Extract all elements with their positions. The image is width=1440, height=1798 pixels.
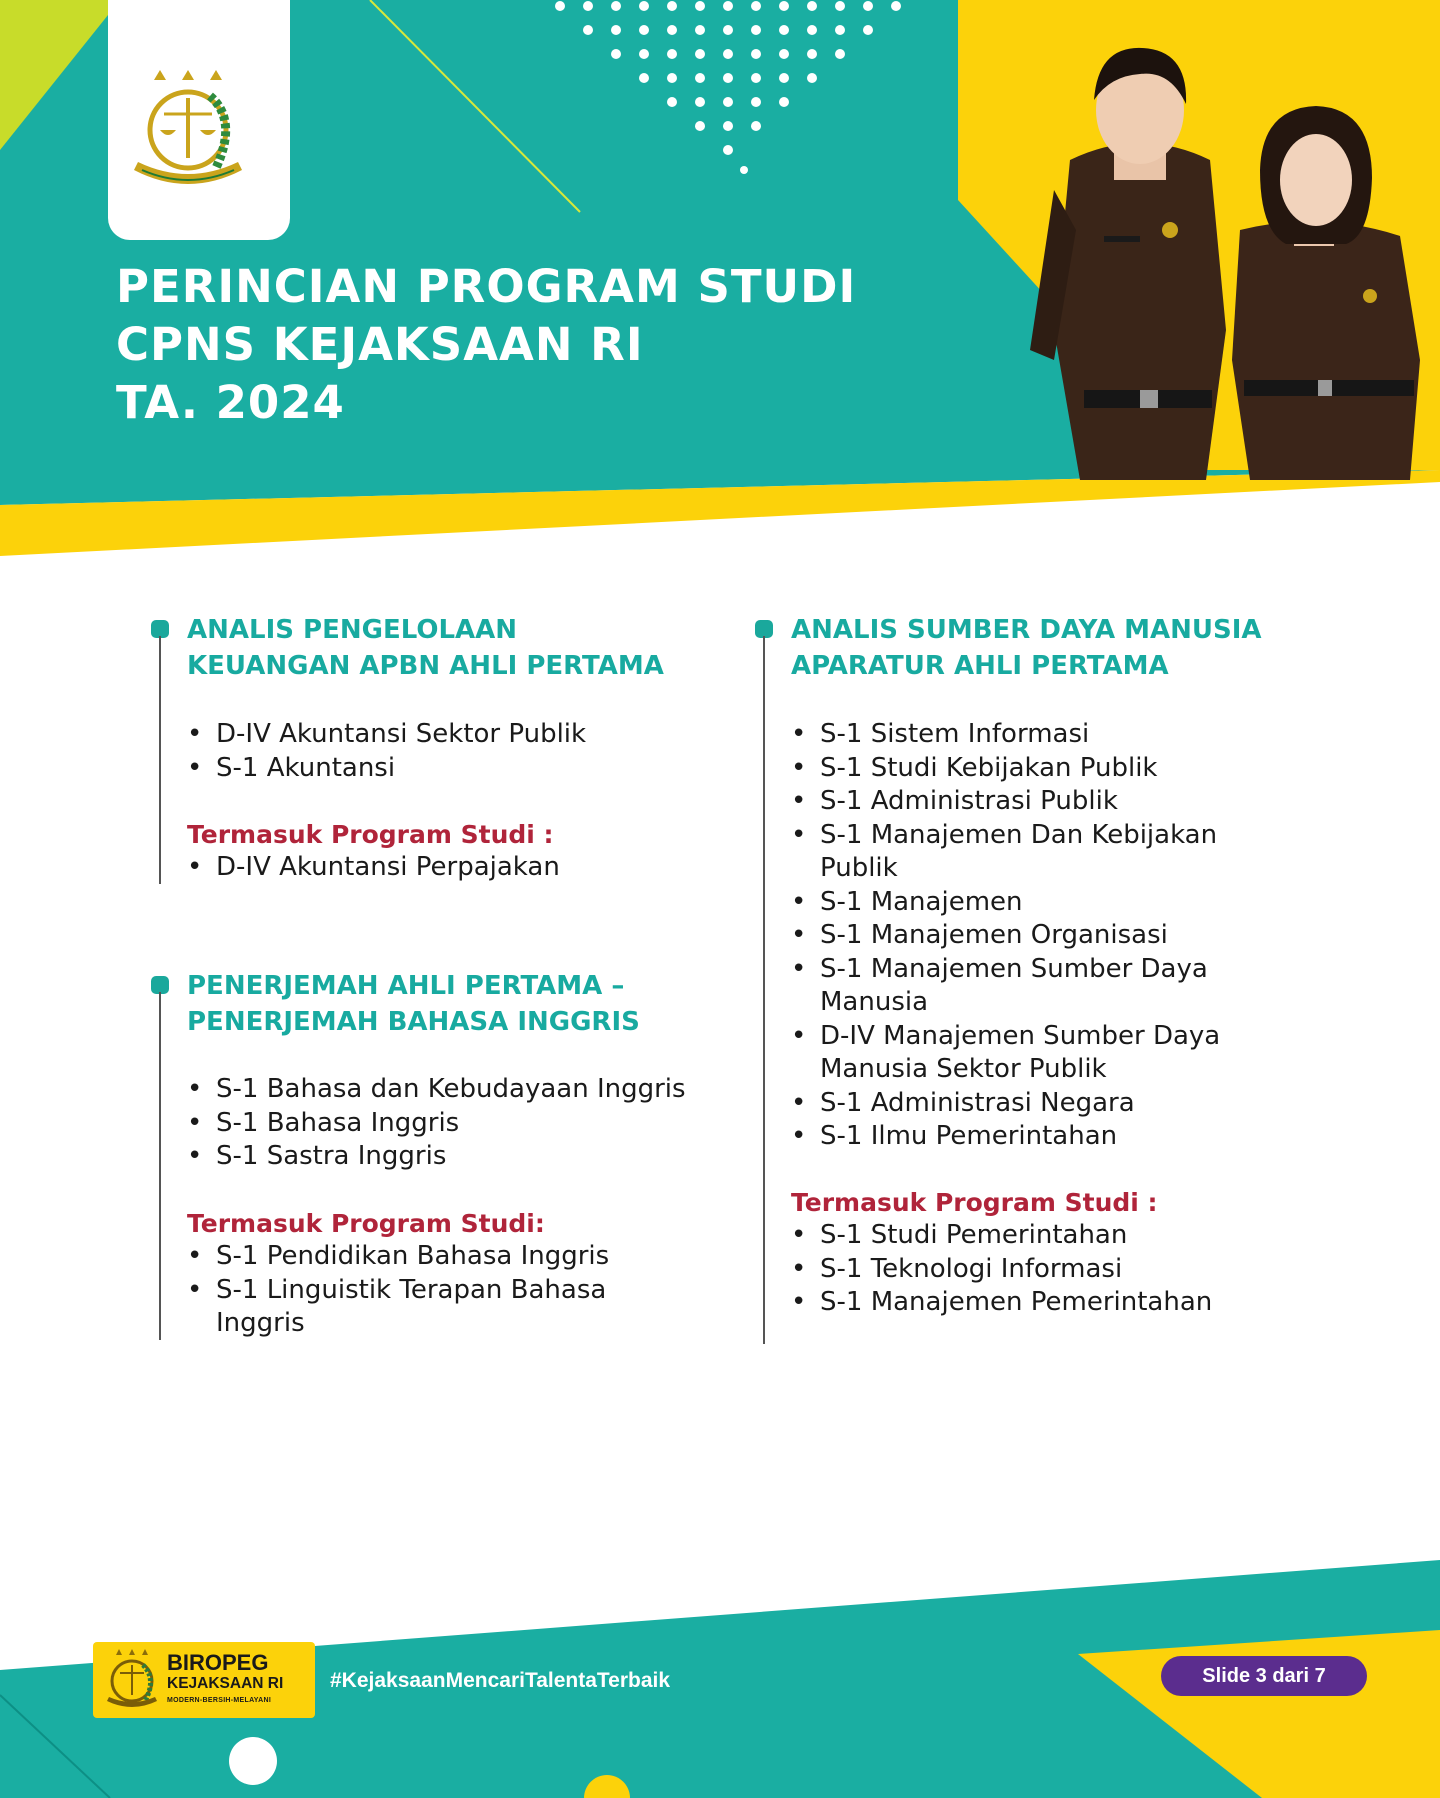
list-item: • S-1 Sastra Inggris <box>187 1140 717 1174</box>
section-title-keuangan <box>187 612 664 684</box>
title-line-3: TA. 2024 <box>116 376 345 429</box>
included-label: Termasuk Program Studi: <box>187 1209 545 1238</box>
list-item: • D-IV Manajemen Sumber Daya Manusia Sektor Publik <box>791 1020 1246 1087</box>
list-item: • S-1 Administrasi Publik <box>791 785 1246 819</box>
included-label: Termasuk Program Studi : <box>791 1188 1158 1217</box>
list-item: • S-1 Linguistik Terapan Bahasa Inggris <box>187 1274 642 1341</box>
section-title-sdm <box>791 612 1262 684</box>
list-item: • S-1 Studi Kebijakan Publik <box>791 752 1246 786</box>
section-divider-line <box>159 992 161 1340</box>
list-item: • S-1 Akuntansi <box>187 752 717 786</box>
program-list <box>187 1073 717 1174</box>
brand-org: KEJAKSAAN RI <box>167 1675 284 1692</box>
list-item: • D-IV Akuntansi Sektor Publik <box>187 718 717 752</box>
section-divider-line <box>159 636 161 884</box>
officers-illustration <box>1010 30 1440 480</box>
included-list <box>791 1219 1246 1320</box>
list-item: • S-1 Manajemen Organisasi <box>791 919 1246 953</box>
program-list <box>187 718 717 785</box>
list-item: • S-1 Teknologi Informasi <box>791 1253 1246 1287</box>
section-title-line: APARATUR AHLI PERTAMA <box>791 651 1169 681</box>
section-title-line: ANALIS PENGELOLAAN <box>187 615 518 645</box>
included-label: Termasuk Program Studi : <box>187 820 554 849</box>
list-item: • S-1 Studi Pemerintahan <box>791 1219 1246 1253</box>
list-item: • S-1 Manajemen Dan Kebijakan Publik <box>791 819 1246 886</box>
list-item: • S-1 Sistem Informasi <box>791 718 1246 752</box>
male-officer-figure <box>1030 48 1226 480</box>
list-item: • S-1 Administrasi Negara <box>791 1087 1246 1121</box>
kejaksaan-emblem-icon <box>101 1649 163 1711</box>
list-item: • S-1 Ilmu Pemerintahan <box>791 1120 1246 1154</box>
hashtag-link[interactable]: #KejaksaanMencariTalentaTerbaik <box>330 1669 671 1692</box>
brand-name: BIROPEG <box>167 1650 269 1675</box>
section-title-line: KEUANGAN APBN AHLI PERTAMA <box>187 651 664 681</box>
list-item: • S-1 Bahasa dan Kebudayaan Inggris <box>187 1073 717 1107</box>
page-title <box>116 258 976 432</box>
female-officer-figure <box>1232 106 1420 480</box>
list-item: • S-1 Bahasa Inggris <box>187 1107 717 1141</box>
section-title-penerjemah <box>187 968 640 1040</box>
list-item: • S-1 Manajemen Pemerintahan <box>791 1286 1246 1320</box>
section-title-line: ANALIS SUMBER DAYA MANUSIA <box>791 615 1262 645</box>
title-line-1: PERINCIAN PROGRAM STUDI <box>116 260 857 313</box>
list-item: • S-1 Manajemen Sumber Daya Manusia <box>791 953 1246 1020</box>
brand-tagline: MODERN-BERSIH-MELAYANI <box>167 1697 272 1704</box>
biropeg-badge <box>93 1642 315 1718</box>
logo-card <box>108 0 290 240</box>
included-list <box>187 1240 642 1341</box>
section-title-line: PENERJEMAH BAHASA INGGRIS <box>187 1007 640 1037</box>
kejaksaan-emblem-icon <box>130 70 268 190</box>
program-list <box>791 718 1246 1154</box>
list-item: • D-IV Akuntansi Perpajakan <box>187 851 717 885</box>
list-item: • S-1 Manajemen <box>791 886 1246 920</box>
section-title-line: PENERJEMAH AHLI PERTAMA – <box>187 971 625 1001</box>
slide-indicator: Slide 3 dari 7 <box>1161 1656 1367 1696</box>
included-list <box>187 851 717 885</box>
title-line-2: CPNS KEJAKSAAN RI <box>116 318 644 371</box>
section-divider-line <box>763 636 765 1344</box>
list-item: • S-1 Pendidikan Bahasa Inggris <box>187 1240 642 1274</box>
